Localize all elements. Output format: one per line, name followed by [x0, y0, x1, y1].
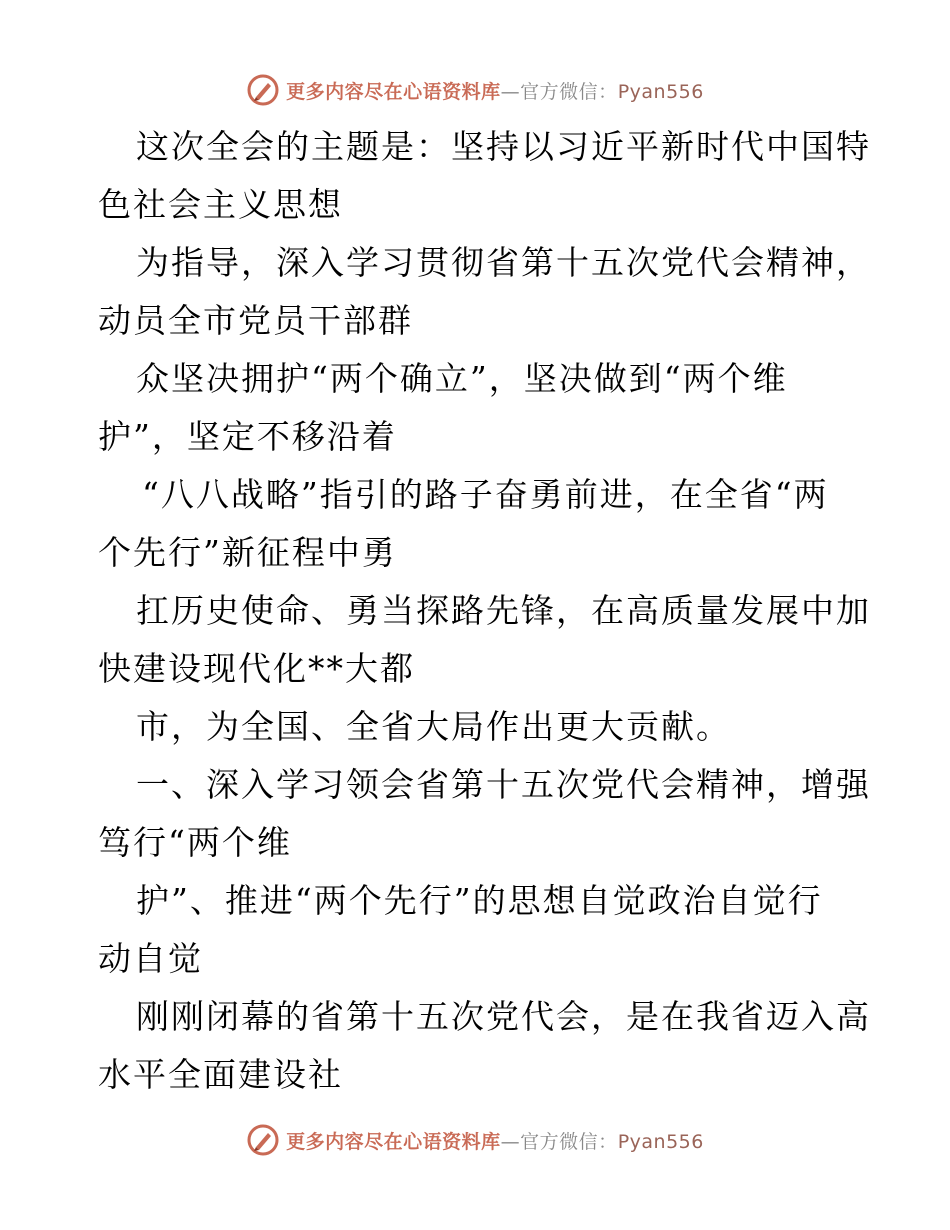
section-heading-line: 一、深入学习领会省第十五次党代会精神，增强	[136, 765, 871, 804]
body-line: 护”，坚定不移沿着	[98, 417, 397, 456]
header-banner-wechat-label: 官方微信：	[520, 80, 618, 103]
body-line: 扛历史使命、勇当探路先锋，在高质量发展中加	[136, 591, 871, 630]
footer-banner-text	[286, 1127, 704, 1154]
footer-banner-dash: —	[500, 1130, 521, 1153]
body-line: 动员全市党员干部群	[98, 301, 413, 340]
header-banner-wechat-id: Pyan556	[617, 80, 704, 103]
section-heading-line: 护”、推进“两个先行”的思想自觉政治自觉行	[136, 881, 823, 920]
section-heading-line: 动自觉	[98, 939, 203, 978]
header-banner-main: 更多内容尽在心语资料库	[286, 80, 501, 103]
header-banner-text	[286, 77, 704, 104]
section-heading-line: 笃行“两个维	[98, 823, 292, 862]
body-line: 这次全会的主题是：坚持以习近平新时代中国特	[136, 127, 871, 166]
body-line: 快建设现代化**大都	[98, 649, 415, 688]
footer-banner-wechat-label: 官方微信：	[520, 1130, 618, 1153]
header-banner	[0, 70, 950, 110]
footer-banner-wechat-id: Pyan556	[617, 1130, 704, 1153]
body-line: 众坚决拥护“两个确立”，坚决做到“两个维	[136, 359, 788, 398]
body-line: 市，为全国、全省大局作出更大贡献。	[136, 707, 731, 746]
header-banner-dash: —	[500, 80, 521, 103]
pen-logo-icon	[246, 73, 280, 107]
body-line: “八八战略”指引的路子奋勇前进，在全省“两	[142, 475, 829, 514]
body-line: 为指导，深入学习贯彻省第十五次党代会精神，	[136, 243, 871, 282]
body-line: 个先行”新征程中勇	[98, 533, 397, 572]
pen-logo-icon	[246, 1123, 280, 1157]
document-body	[98, 118, 871, 1104]
body-line: 刚刚闭幕的省第十五次党代会，是在我省迈入高	[136, 997, 871, 1036]
body-line: 水平全面建设社	[98, 1055, 343, 1094]
body-line: 色社会主义思想	[98, 185, 343, 224]
footer-banner	[0, 1120, 950, 1160]
footer-banner-main: 更多内容尽在心语资料库	[286, 1130, 501, 1153]
